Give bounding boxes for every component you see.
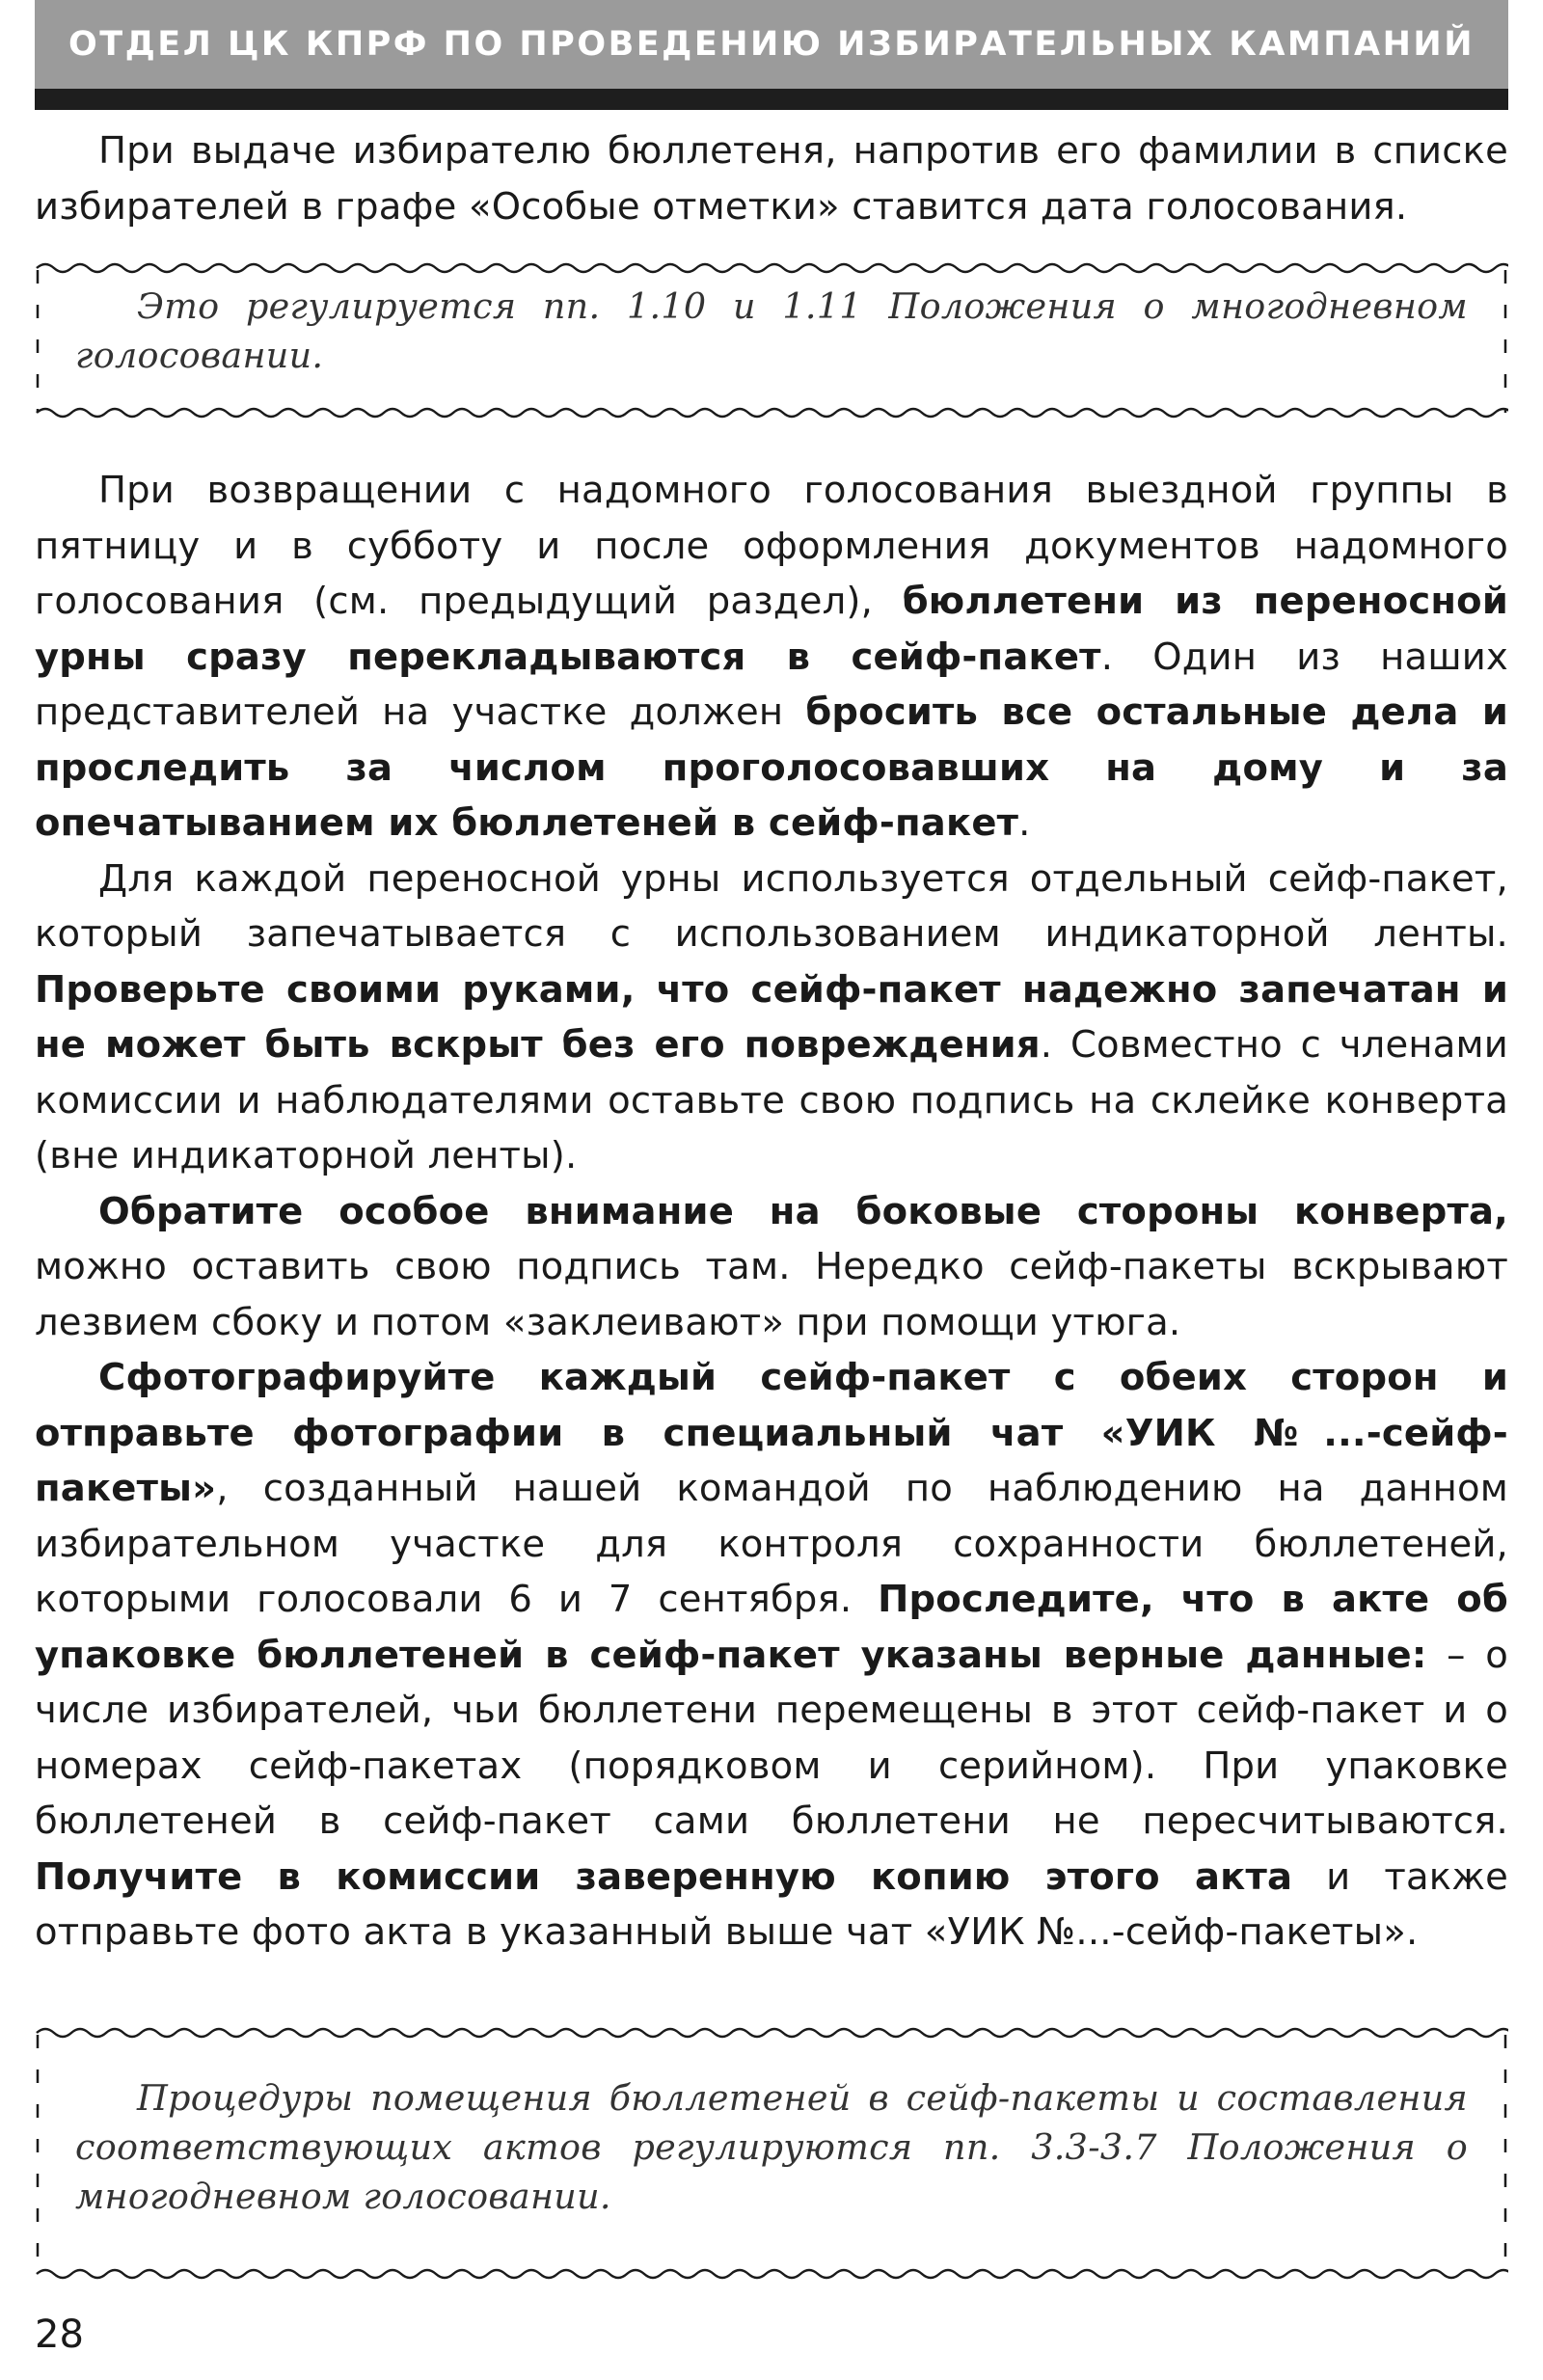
paragraph-4-text-2: – о числе избирателей, чьи бюллетени перемещены в этот сейф-пакет и о номерах сейф-пакетах (порядковом и серийном). При упаковке бюллетеней в сейф-пакет сами бюллетени не пересчитываются.	[35, 1633, 1508, 1843]
header-title: ОТДЕЛ ЦК КПРФ ПО ПРОВЕДЕНИЮ ИЗБИРАТЕЛЬНЫХ КАМПАНИЙ	[68, 25, 1475, 64]
note-box-2	[35, 2023, 1508, 2285]
header-rule	[35, 89, 1508, 110]
paragraph-2-text-2: . Совместно с членами комиссии и наблюдателями оставьте свою подпись на склейке конверта (вне индикаторной ленты).	[35, 1023, 1508, 1177]
page-number: 28	[35, 2312, 84, 2357]
intro-block	[35, 123, 1508, 234]
paragraph-safe-packet	[35, 852, 1508, 1184]
paragraph-4-text-1: , созданный нашей командой по наблюдению на данном избирательном участке для контроля сохранности бюллетеней, которыми голосовали 6 и 7 сентября.	[35, 1467, 1508, 1621]
paragraph-1-text-1: При возвращении с надомного голосования выездной группы в пятницу и в субботу и после оформления документов надомного голосования (см. предыдущий раздел),	[35, 469, 1508, 623]
paragraph-3-bold-1: Обратите особое внимание на боковые стороны конверта,	[98, 1189, 1508, 1233]
note-box-1	[35, 258, 1508, 424]
paragraph-4-bold-1: Сфотографируйте каждый сейф-пакет с обеих сторон и отправьте фотографии в специальный чат «УИК №...-сейф-пакеты»	[35, 1356, 1508, 1510]
paragraph-envelope-sides	[35, 1184, 1508, 1351]
paragraph-1-bold-2: бросить все остальные дела и проследить за числом проголосовавших на дому и за опечатыванием их бюллетеней в сейф-пакет	[35, 690, 1508, 845]
paragraph-4-bold-2: Проследите, что в акте об упаковке бюллетеней в сейф-пакет указаны верные данные:	[35, 1578, 1508, 1677]
paragraph-home-voting	[35, 463, 1508, 852]
paragraph-1-bold-1: бюллетени из переносной урны сразу перекладываются в сейф-пакет	[35, 580, 1508, 679]
paragraph-4-bold-3: Получите в комиссии заверенную копию этого акта	[35, 1854, 1293, 1899]
paragraph-4-text-3: и также отправьте фото акта в указанный выше чат «УИК №...-сейф-пакеты».	[35, 1854, 1508, 1954]
paragraph-2-text-1: Для каждой переносной урны используется отдельный сейф-пакет, который запечатывается с использованием индикаторной ленты.	[35, 856, 1508, 956]
paragraph-1-text-3: .	[1018, 801, 1031, 845]
main-body	[35, 463, 1508, 1961]
note-text-2	[75, 2073, 1468, 2221]
paragraph-photograph	[35, 1350, 1508, 1961]
paragraph-1-text-2: . Один из наших представителей на участке должен	[35, 635, 1508, 734]
paragraph-2-bold-1: Проверьте своими руками, что сейф-пакет надежно запечатан и не может быть вскрыт без его повреждения	[35, 967, 1508, 1067]
note-paragraph-1: Это регулируется пп. 1.10 и 1.11 Положения о многодневном голосовании.	[75, 285, 1468, 376]
paragraph-3-text-1: можно оставить свою подпись там. Нередко сейф-пакеты вскрывают лезвием сбоку и потом «заклеивают» при помощи утюга.	[35, 1245, 1508, 1344]
note-paragraph-2: Процедуры помещения бюллетеней в сейф-пакеты и составления соответствующих актов регулируются пп. 3.3-3.7 Положения о многодневном голосовании.	[75, 2077, 1468, 2217]
note-text-1	[75, 282, 1468, 380]
intro-paragraph: При выдаче избирателю бюллетеня, напротив его фамилии в списке избирателей в графе «Особые отметки» ставится дата голосования.	[35, 129, 1508, 229]
page-header	[35, 0, 1508, 89]
